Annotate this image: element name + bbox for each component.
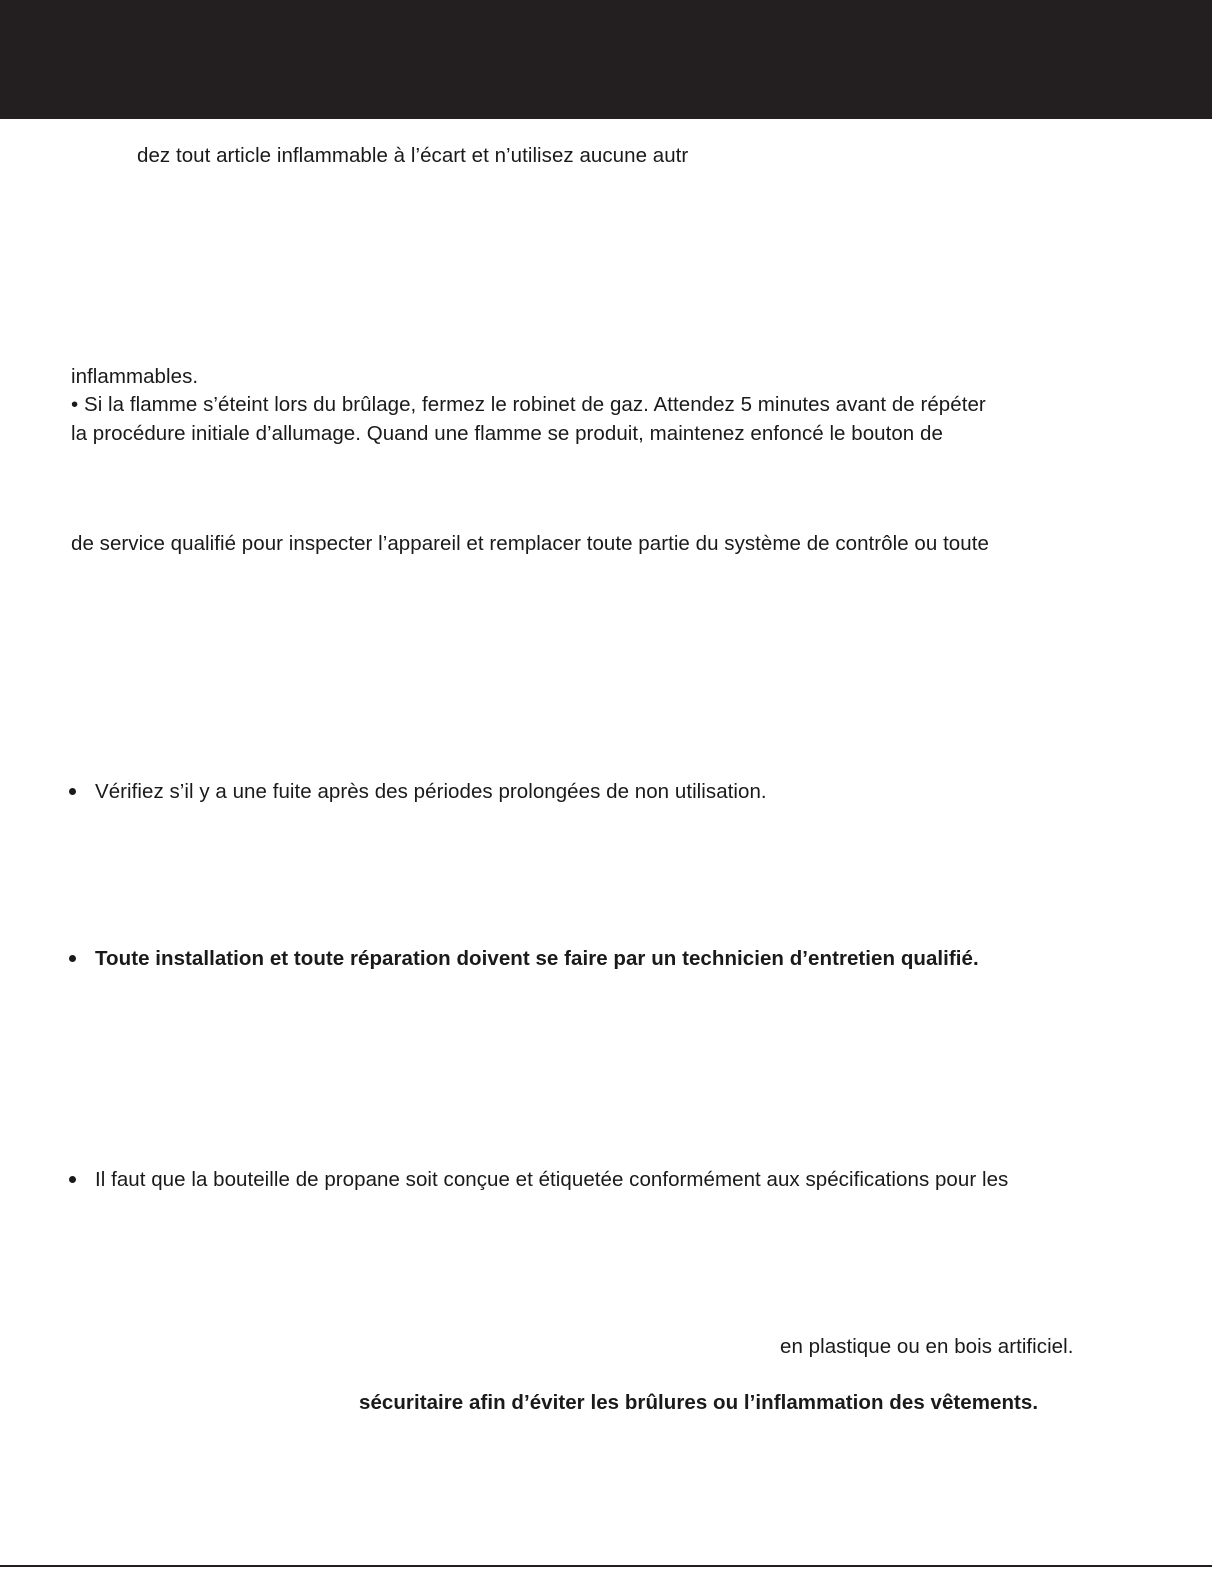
bullet-icon bbox=[69, 955, 76, 962]
bottom-rule bbox=[0, 1565, 1212, 1567]
text-line: la procédure initiale d’allumage. Quand une flamme se produit, maintenez enfoncé le bouton de bbox=[71, 422, 943, 445]
header-band bbox=[0, 0, 1212, 119]
text-line: Toute installation et toute réparation doivent se faire par un technicien d’entretien qualifié. bbox=[95, 947, 979, 970]
text-line: de service qualifié pour inspecter l’appareil et remplacer toute partie du système de contrôle ou toute bbox=[71, 532, 989, 555]
text-line: Vérifiez s’il y a une fuite après des périodes prolongées de non utilisation. bbox=[95, 780, 767, 803]
text-line: sécuritaire afin d’éviter les brûlures ou l’inflammation des vêtements. bbox=[359, 1391, 1039, 1414]
text-line: Il faut que la bouteille de propane soit conçue et étiquetée conformément aux spécifications pour les bbox=[95, 1168, 1009, 1191]
bullet-icon bbox=[69, 788, 76, 795]
text-line: dez tout article inflammable à l’écart et n’utilisez aucune autr bbox=[137, 144, 689, 167]
text-line: inflammables. bbox=[71, 365, 199, 388]
text-line: en plastique ou en bois artificiel. bbox=[780, 1335, 1074, 1358]
text-line: • Si la flamme s’éteint lors du brûlage, fermez le robinet de gaz. Attendez 5 minutes avant de répéter bbox=[71, 393, 986, 416]
bullet-icon bbox=[69, 1176, 76, 1183]
